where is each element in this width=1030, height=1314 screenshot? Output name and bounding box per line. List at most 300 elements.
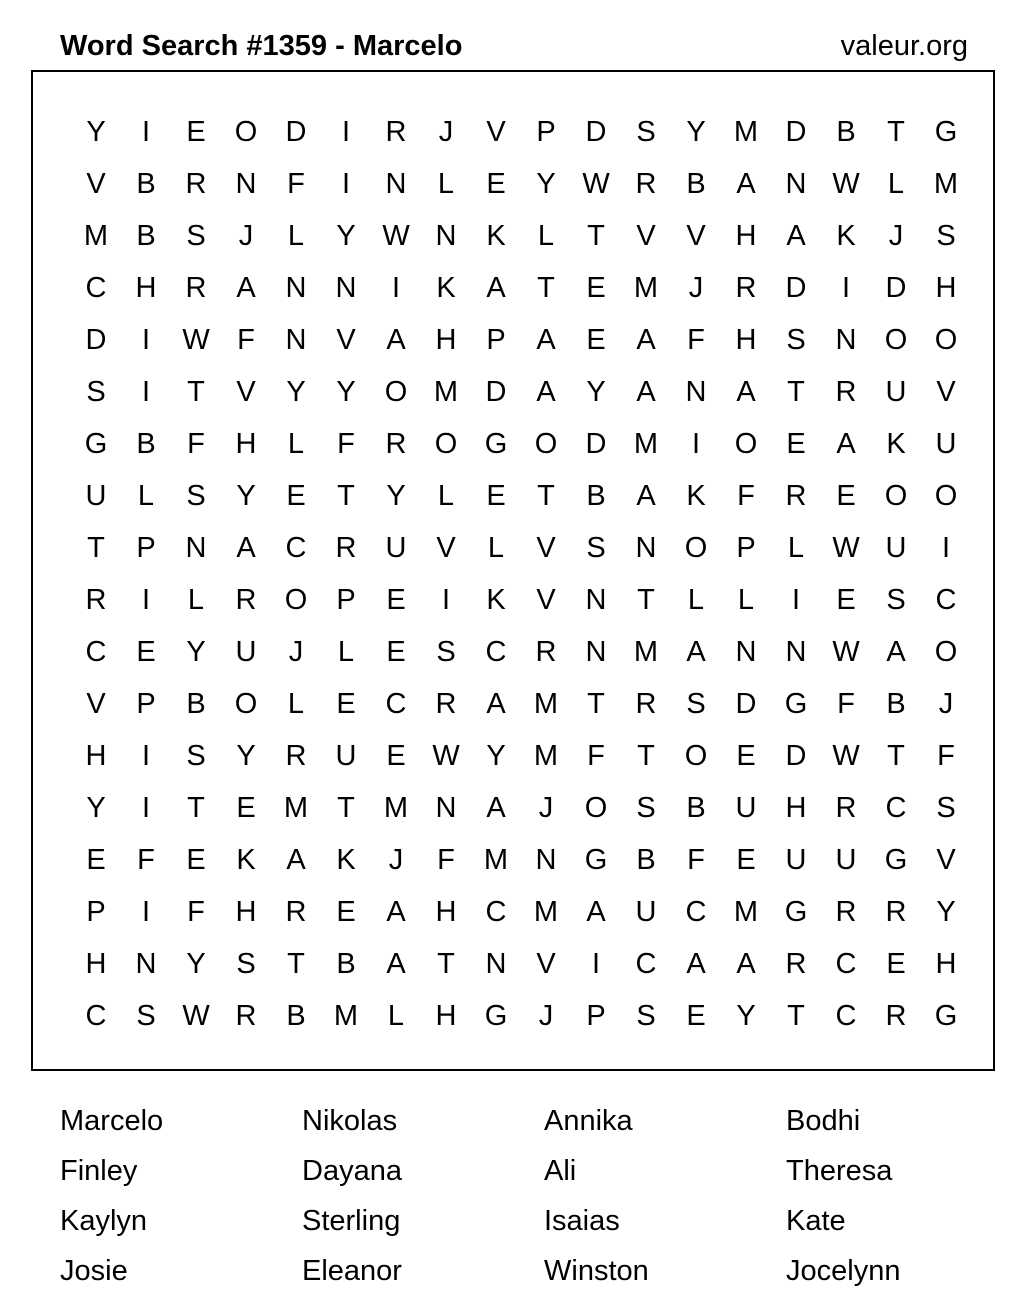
letter-cell[interactable]: M xyxy=(533,740,559,772)
letter-cell[interactable]: P xyxy=(136,532,156,564)
letter-cell[interactable]: A xyxy=(636,376,656,408)
letter-cell[interactable]: L xyxy=(887,168,905,200)
letter-cell[interactable]: G xyxy=(934,1000,958,1032)
letter-cell[interactable]: I xyxy=(941,532,951,564)
letter-cell[interactable]: V xyxy=(436,532,456,564)
letter-cell[interactable]: E xyxy=(686,1000,706,1032)
letter-cell[interactable]: T xyxy=(537,480,555,512)
letter-cell[interactable]: R xyxy=(635,168,657,200)
letter-cell[interactable]: M xyxy=(633,636,659,668)
letter-cell[interactable]: C xyxy=(385,688,407,720)
letter-cell[interactable]: F xyxy=(237,324,255,356)
letter-cell[interactable]: V xyxy=(686,220,706,252)
letter-cell[interactable]: F xyxy=(337,428,355,460)
letter-cell[interactable]: A xyxy=(636,324,656,356)
letter-cell[interactable]: B xyxy=(136,168,156,200)
letter-cell[interactable]: H xyxy=(785,792,807,824)
letter-cell[interactable]: I xyxy=(141,584,151,616)
letter-cell[interactable]: S xyxy=(136,1000,156,1032)
letter-cell[interactable]: A xyxy=(736,168,756,200)
letter-cell[interactable]: N xyxy=(535,844,557,876)
letter-cell[interactable]: L xyxy=(487,532,505,564)
letter-cell[interactable]: R xyxy=(835,896,857,928)
letter-cell[interactable]: T xyxy=(87,532,105,564)
letter-cell[interactable]: B xyxy=(636,844,656,876)
letter-cell[interactable]: R xyxy=(835,376,857,408)
letter-cell[interactable]: A xyxy=(736,376,756,408)
letter-cell[interactable]: N xyxy=(785,636,807,668)
letter-cell[interactable]: V xyxy=(636,220,656,252)
letter-cell[interactable]: A xyxy=(386,896,406,928)
letter-cell[interactable]: E xyxy=(86,844,106,876)
letter-cell[interactable]: E xyxy=(586,324,606,356)
letter-cell[interactable]: N xyxy=(235,168,257,200)
letter-cell[interactable]: N xyxy=(585,584,607,616)
letter-cell[interactable]: T xyxy=(437,948,455,980)
letter-cell[interactable]: T xyxy=(337,792,355,824)
letter-cell[interactable]: H xyxy=(735,324,757,356)
letter-cell[interactable]: S xyxy=(636,1000,656,1032)
letter-cell[interactable]: Y xyxy=(736,1000,756,1032)
letter-cell[interactable]: T xyxy=(887,740,905,772)
letter-cell[interactable]: G xyxy=(934,116,958,148)
letter-cell[interactable]: R xyxy=(435,688,457,720)
letter-cell[interactable]: H xyxy=(435,896,457,928)
letter-cell[interactable]: W xyxy=(432,740,460,772)
letter-cell[interactable]: E xyxy=(236,792,256,824)
letter-cell[interactable]: A xyxy=(286,844,306,876)
letter-cell[interactable]: O xyxy=(684,740,708,772)
letter-cell[interactable]: C xyxy=(835,948,857,980)
letter-cell[interactable]: T xyxy=(587,220,605,252)
letter-cell[interactable]: L xyxy=(287,220,305,252)
letter-cell[interactable]: A xyxy=(386,948,406,980)
letter-cell[interactable]: T xyxy=(287,948,305,980)
letter-cell[interactable]: O xyxy=(234,688,258,720)
letter-cell[interactable]: A xyxy=(486,272,506,304)
letter-cell[interactable]: L xyxy=(787,532,805,564)
letter-cell[interactable]: I xyxy=(691,428,701,460)
letter-cell[interactable]: O xyxy=(384,376,408,408)
letter-cell[interactable]: A xyxy=(386,324,406,356)
letter-cell[interactable]: H xyxy=(85,740,107,772)
letter-cell[interactable]: B xyxy=(836,116,856,148)
letter-cell[interactable]: R xyxy=(285,896,307,928)
letter-cell[interactable]: S xyxy=(936,792,956,824)
letter-cell[interactable]: M xyxy=(633,272,659,304)
letter-cell[interactable]: W xyxy=(382,220,410,252)
letter-cell[interactable]: N xyxy=(385,168,407,200)
letter-cell[interactable]: D xyxy=(735,688,757,720)
letter-cell[interactable]: U xyxy=(635,896,657,928)
letter-cell[interactable]: Y xyxy=(336,376,356,408)
letter-cell[interactable]: J xyxy=(538,792,554,824)
letter-cell[interactable]: U xyxy=(885,376,907,408)
letter-cell[interactable]: S xyxy=(186,740,206,772)
letter-cell[interactable]: V xyxy=(236,376,256,408)
letter-cell[interactable]: C xyxy=(85,272,107,304)
letter-cell[interactable]: B xyxy=(186,688,206,720)
letter-cell[interactable]: V xyxy=(936,844,956,876)
letter-cell[interactable]: C xyxy=(635,948,657,980)
letter-cell[interactable]: O xyxy=(884,324,908,356)
letter-cell[interactable]: E xyxy=(736,740,756,772)
letter-cell[interactable]: M xyxy=(383,792,409,824)
letter-cell[interactable]: T xyxy=(637,584,655,616)
letter-cell[interactable]: T xyxy=(637,740,655,772)
letter-cell[interactable]: H xyxy=(435,324,457,356)
letter-cell[interactable]: C xyxy=(85,636,107,668)
letter-cell[interactable]: F xyxy=(937,740,955,772)
letter-cell[interactable]: V xyxy=(486,116,506,148)
letter-cell[interactable]: A xyxy=(586,896,606,928)
letter-cell[interactable]: G xyxy=(484,428,508,460)
letter-cell[interactable]: U xyxy=(235,636,257,668)
letter-cell[interactable]: P xyxy=(736,532,756,564)
letter-cell[interactable]: Y xyxy=(86,116,106,148)
letter-cell[interactable]: D xyxy=(585,428,607,460)
letter-cell[interactable]: W xyxy=(832,740,860,772)
letter-cell[interactable]: S xyxy=(186,480,206,512)
letter-cell[interactable]: O xyxy=(734,428,758,460)
letter-cell[interactable]: B xyxy=(286,1000,306,1032)
letter-cell[interactable]: H xyxy=(135,272,157,304)
letter-cell[interactable]: V xyxy=(536,584,556,616)
letter-cell[interactable]: Y xyxy=(236,740,256,772)
letter-cell[interactable]: Y xyxy=(286,376,306,408)
letter-cell[interactable]: P xyxy=(486,324,506,356)
letter-cell[interactable]: M xyxy=(333,1000,359,1032)
letter-cell[interactable]: E xyxy=(786,428,806,460)
letter-cell[interactable]: S xyxy=(636,792,656,824)
letter-cell[interactable]: L xyxy=(537,220,555,252)
letter-cell[interactable]: O xyxy=(434,428,458,460)
letter-cell[interactable]: U xyxy=(385,532,407,564)
letter-cell[interactable]: D xyxy=(485,376,507,408)
letter-cell[interactable]: T xyxy=(787,1000,805,1032)
letter-cell[interactable]: U xyxy=(735,792,757,824)
letter-cell[interactable]: Y xyxy=(236,480,256,512)
letter-cell[interactable]: L xyxy=(187,584,205,616)
letter-cell[interactable]: N xyxy=(635,532,657,564)
letter-cell[interactable]: W xyxy=(832,168,860,200)
letter-cell[interactable]: R xyxy=(885,896,907,928)
letter-cell[interactable]: M xyxy=(83,220,109,252)
letter-cell[interactable]: C xyxy=(85,1000,107,1032)
letter-cell[interactable]: H xyxy=(435,1000,457,1032)
letter-cell[interactable]: C xyxy=(835,1000,857,1032)
letter-cell[interactable]: R xyxy=(335,532,357,564)
letter-cell[interactable]: F xyxy=(287,168,305,200)
letter-cell[interactable]: E xyxy=(386,740,406,772)
letter-cell[interactable]: K xyxy=(836,220,856,252)
letter-cell[interactable]: V xyxy=(86,168,106,200)
letter-cell[interactable]: U xyxy=(85,480,107,512)
letter-cell[interactable]: O xyxy=(284,584,308,616)
letter-cell[interactable]: T xyxy=(187,792,205,824)
letter-cell[interactable]: I xyxy=(141,376,151,408)
letter-cell[interactable]: R xyxy=(185,168,207,200)
letter-cell[interactable]: K xyxy=(336,844,356,876)
letter-cell[interactable]: F xyxy=(687,844,705,876)
letter-cell[interactable]: V xyxy=(936,376,956,408)
letter-cell[interactable]: S xyxy=(86,376,106,408)
letter-cell[interactable]: J xyxy=(938,688,954,720)
letter-cell[interactable]: L xyxy=(687,584,705,616)
letter-cell[interactable]: A xyxy=(236,272,256,304)
letter-cell[interactable]: W xyxy=(832,532,860,564)
letter-cell[interactable]: A xyxy=(786,220,806,252)
letter-cell[interactable]: W xyxy=(582,168,610,200)
letter-cell[interactable]: N xyxy=(485,948,507,980)
letter-cell[interactable]: M xyxy=(533,688,559,720)
letter-cell[interactable]: V xyxy=(536,948,556,980)
letter-cell[interactable]: A xyxy=(736,948,756,980)
letter-cell[interactable]: S xyxy=(886,584,906,616)
letter-cell[interactable]: R xyxy=(385,116,407,148)
letter-cell[interactable]: I xyxy=(341,168,351,200)
letter-cell[interactable]: U xyxy=(835,844,857,876)
letter-cell[interactable]: R xyxy=(85,584,107,616)
letter-cell[interactable]: U xyxy=(935,428,957,460)
letter-cell[interactable]: D xyxy=(85,324,107,356)
letter-cell[interactable]: I xyxy=(341,116,351,148)
letter-cell[interactable]: U xyxy=(885,532,907,564)
letter-cell[interactable]: Y xyxy=(936,896,956,928)
letter-cell[interactable]: G xyxy=(784,688,808,720)
letter-cell[interactable]: D xyxy=(785,272,807,304)
letter-cell[interactable]: V xyxy=(86,688,106,720)
letter-cell[interactable]: Y xyxy=(336,220,356,252)
letter-cell[interactable]: U xyxy=(335,740,357,772)
letter-cell[interactable]: O xyxy=(934,636,958,668)
letter-cell[interactable]: M xyxy=(633,428,659,460)
letter-cell[interactable]: E xyxy=(836,584,856,616)
letter-cell[interactable]: K xyxy=(236,844,256,876)
letter-cell[interactable]: J xyxy=(538,1000,554,1032)
letter-cell[interactable]: G xyxy=(84,428,108,460)
letter-cell[interactable]: L xyxy=(287,688,305,720)
letter-cell[interactable]: A xyxy=(536,324,556,356)
letter-cell[interactable]: G xyxy=(584,844,608,876)
letter-cell[interactable]: J xyxy=(288,636,304,668)
letter-cell[interactable]: B xyxy=(886,688,906,720)
letter-cell[interactable]: R xyxy=(235,1000,257,1032)
letter-cell[interactable]: F xyxy=(837,688,855,720)
letter-cell[interactable]: B xyxy=(686,792,706,824)
letter-cell[interactable]: Y xyxy=(536,168,556,200)
letter-cell[interactable]: O xyxy=(934,480,958,512)
letter-cell[interactable]: L xyxy=(387,1000,405,1032)
letter-cell[interactable]: R xyxy=(635,688,657,720)
letter-cell[interactable]: R xyxy=(835,792,857,824)
letter-cell[interactable]: S xyxy=(786,324,806,356)
letter-cell[interactable]: E xyxy=(736,844,756,876)
letter-cell[interactable]: R xyxy=(735,272,757,304)
letter-cell[interactable]: B xyxy=(686,168,706,200)
letter-cell[interactable]: C xyxy=(885,792,907,824)
letter-cell[interactable]: E xyxy=(286,480,306,512)
letter-cell[interactable]: I xyxy=(141,740,151,772)
letter-cell[interactable]: F xyxy=(137,844,155,876)
letter-cell[interactable]: R xyxy=(785,480,807,512)
letter-cell[interactable]: N xyxy=(285,324,307,356)
letter-cell[interactable]: L xyxy=(287,428,305,460)
letter-cell[interactable]: V xyxy=(536,532,556,564)
letter-cell[interactable]: E xyxy=(836,480,856,512)
letter-cell[interactable]: H xyxy=(735,220,757,252)
letter-cell[interactable]: E xyxy=(386,636,406,668)
letter-cell[interactable]: S xyxy=(636,116,656,148)
letter-cell[interactable]: C xyxy=(285,532,307,564)
letter-cell[interactable]: A xyxy=(536,376,556,408)
letter-cell[interactable]: M xyxy=(733,896,759,928)
letter-cell[interactable]: O xyxy=(234,116,258,148)
letter-cell[interactable]: F xyxy=(587,740,605,772)
letter-cell[interactable]: S xyxy=(236,948,256,980)
letter-cell[interactable]: B xyxy=(136,220,156,252)
letter-cell[interactable]: D xyxy=(885,272,907,304)
letter-cell[interactable]: W xyxy=(182,1000,210,1032)
letter-cell[interactable]: P xyxy=(136,688,156,720)
letter-cell[interactable]: R xyxy=(185,272,207,304)
letter-cell[interactable]: R xyxy=(885,1000,907,1032)
letter-cell[interactable]: N xyxy=(785,168,807,200)
letter-cell[interactable]: N xyxy=(685,376,707,408)
letter-cell[interactable]: P xyxy=(586,1000,606,1032)
letter-cell[interactable]: T xyxy=(337,480,355,512)
letter-cell[interactable]: M xyxy=(933,168,959,200)
letter-cell[interactable]: A xyxy=(886,636,906,668)
letter-cell[interactable]: R xyxy=(385,428,407,460)
letter-cell[interactable]: C xyxy=(485,896,507,928)
letter-cell[interactable]: F xyxy=(187,896,205,928)
letter-cell[interactable]: I xyxy=(141,324,151,356)
letter-cell[interactable]: P xyxy=(86,896,106,928)
letter-cell[interactable]: N xyxy=(835,324,857,356)
letter-cell[interactable]: W xyxy=(182,324,210,356)
letter-cell[interactable]: Y xyxy=(586,376,606,408)
letter-cell[interactable]: I xyxy=(391,272,401,304)
letter-cell[interactable]: D xyxy=(785,116,807,148)
letter-cell[interactable]: J xyxy=(238,220,254,252)
letter-cell[interactable]: B xyxy=(336,948,356,980)
letter-cell[interactable]: K xyxy=(686,480,706,512)
letter-cell[interactable]: D xyxy=(585,116,607,148)
letter-cell[interactable]: H xyxy=(235,428,257,460)
letter-cell[interactable]: W xyxy=(832,636,860,668)
letter-cell[interactable]: Y xyxy=(486,740,506,772)
letter-cell[interactable]: O xyxy=(684,532,708,564)
letter-cell[interactable]: K xyxy=(486,584,506,616)
letter-cell[interactable]: Y xyxy=(186,636,206,668)
letter-cell[interactable]: L xyxy=(737,584,755,616)
letter-cell[interactable]: M xyxy=(733,116,759,148)
letter-cell[interactable]: M xyxy=(483,844,509,876)
letter-cell[interactable]: P xyxy=(336,584,356,616)
letter-cell[interactable]: N xyxy=(185,532,207,564)
letter-cell[interactable]: S xyxy=(586,532,606,564)
letter-cell[interactable]: O xyxy=(534,428,558,460)
letter-cell[interactable]: O xyxy=(584,792,608,824)
letter-cell[interactable]: A xyxy=(486,688,506,720)
letter-cell[interactable]: G xyxy=(884,844,908,876)
letter-cell[interactable]: H xyxy=(85,948,107,980)
letter-cell[interactable]: N xyxy=(735,636,757,668)
letter-cell[interactable]: A xyxy=(636,480,656,512)
letter-cell[interactable]: E xyxy=(186,116,206,148)
letter-cell[interactable]: F xyxy=(187,428,205,460)
letter-cell[interactable]: K xyxy=(436,272,456,304)
letter-cell[interactable]: E xyxy=(386,584,406,616)
letter-cell[interactable]: M xyxy=(533,896,559,928)
letter-cell[interactable]: K xyxy=(486,220,506,252)
letter-cell[interactable]: L xyxy=(437,168,455,200)
letter-cell[interactable]: S xyxy=(186,220,206,252)
letter-cell[interactable]: R xyxy=(285,740,307,772)
letter-cell[interactable]: D xyxy=(285,116,307,148)
letter-cell[interactable]: H xyxy=(935,948,957,980)
letter-cell[interactable]: A xyxy=(686,636,706,668)
letter-cell[interactable]: A xyxy=(236,532,256,564)
letter-cell[interactable]: I xyxy=(141,116,151,148)
letter-cell[interactable]: P xyxy=(536,116,556,148)
letter-cell[interactable]: I xyxy=(591,948,601,980)
letter-cell[interactable]: S xyxy=(936,220,956,252)
letter-cell[interactable]: I xyxy=(141,896,151,928)
letter-cell[interactable]: J xyxy=(888,220,904,252)
letter-cell[interactable]: E xyxy=(486,480,506,512)
letter-cell[interactable]: R xyxy=(785,948,807,980)
letter-cell[interactable]: E xyxy=(336,896,356,928)
letter-cell[interactable]: E xyxy=(586,272,606,304)
letter-cell[interactable]: E xyxy=(136,636,156,668)
letter-cell[interactable]: U xyxy=(785,844,807,876)
letter-cell[interactable]: E xyxy=(486,168,506,200)
letter-cell[interactable]: I xyxy=(441,584,451,616)
letter-cell[interactable]: E xyxy=(336,688,356,720)
letter-cell[interactable]: M xyxy=(283,792,309,824)
letter-cell[interactable]: F xyxy=(687,324,705,356)
letter-cell[interactable]: B xyxy=(136,428,156,460)
letter-cell[interactable]: Y xyxy=(686,116,706,148)
letter-cell[interactable]: V xyxy=(336,324,356,356)
letter-cell[interactable]: N xyxy=(435,792,457,824)
letter-cell[interactable]: S xyxy=(686,688,706,720)
letter-cell[interactable]: N xyxy=(585,636,607,668)
letter-cell[interactable]: O xyxy=(884,480,908,512)
letter-cell[interactable]: A xyxy=(686,948,706,980)
letter-cell[interactable]: N xyxy=(435,220,457,252)
letter-cell[interactable]: B xyxy=(586,480,606,512)
letter-cell[interactable]: N xyxy=(135,948,157,980)
letter-cell[interactable]: F xyxy=(437,844,455,876)
letter-cell[interactable]: H xyxy=(235,896,257,928)
letter-cell[interactable]: T xyxy=(537,272,555,304)
letter-cell[interactable]: I xyxy=(141,792,151,824)
letter-cell[interactable]: R xyxy=(235,584,257,616)
letter-cell[interactable]: Y xyxy=(86,792,106,824)
letter-cell[interactable]: E xyxy=(886,948,906,980)
letter-cell[interactable]: N xyxy=(335,272,357,304)
letter-cell[interactable]: C xyxy=(685,896,707,928)
letter-cell[interactable]: O xyxy=(934,324,958,356)
letter-cell[interactable]: A xyxy=(836,428,856,460)
letter-cell[interactable]: S xyxy=(436,636,456,668)
letter-cell[interactable]: F xyxy=(737,480,755,512)
letter-cell[interactable]: Y xyxy=(186,948,206,980)
letter-cell[interactable]: A xyxy=(486,792,506,824)
